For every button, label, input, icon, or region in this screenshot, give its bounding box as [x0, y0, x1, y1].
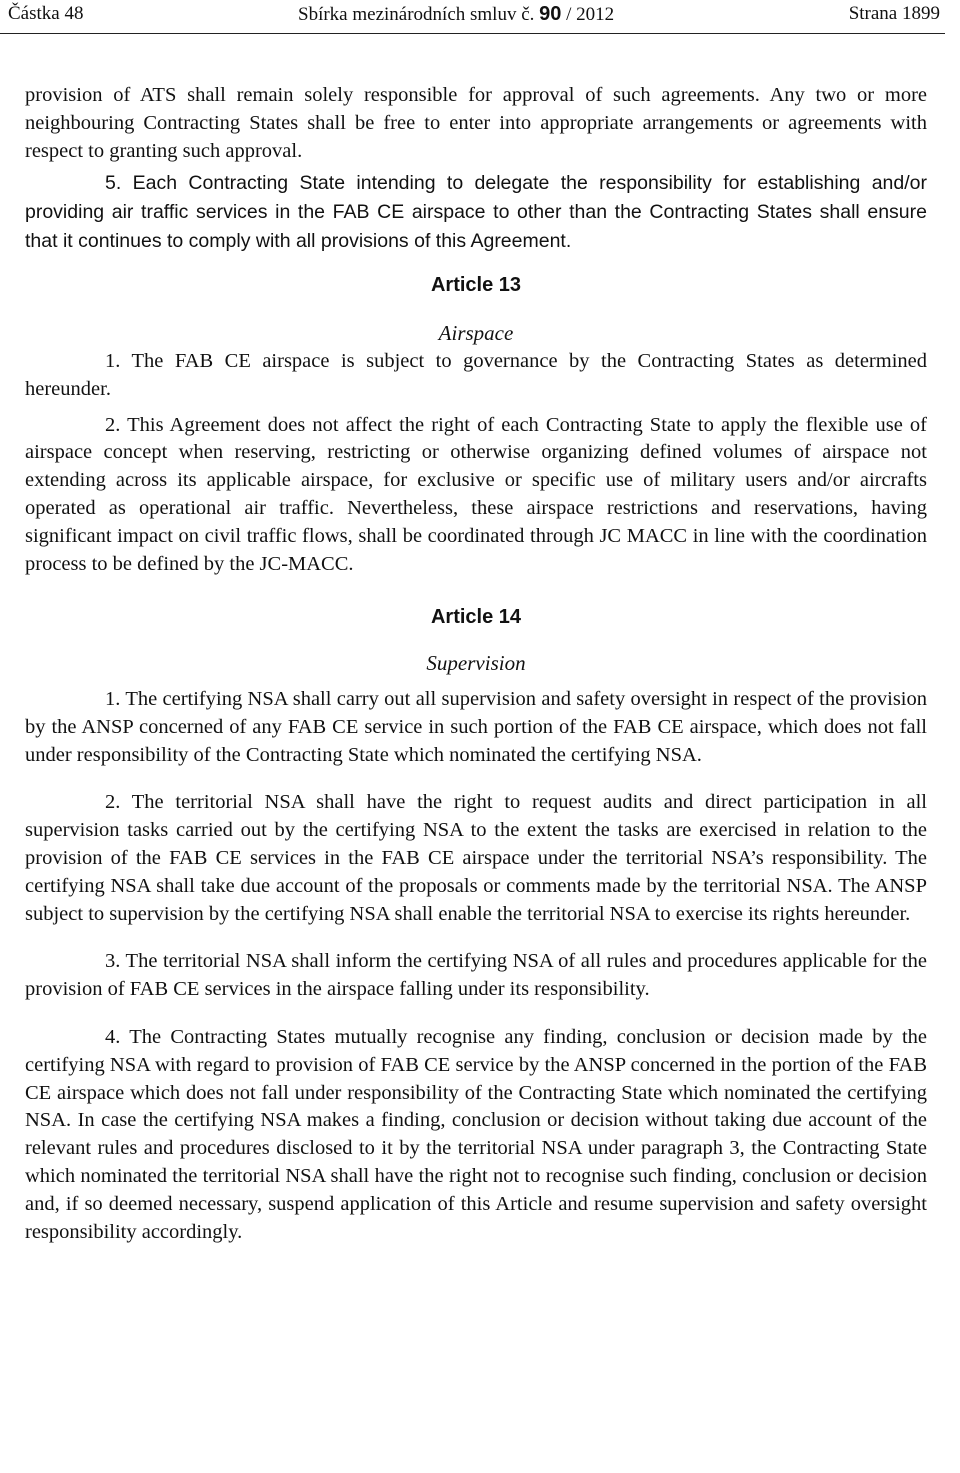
article-13-title: Article 13 — [430, 274, 522, 297]
article-13-subtitle: Airspace — [438, 321, 514, 346]
paragraph-continuation: provision of ATS shall remain solely responsible for approval of such agreements. Any two or more neighbouring Contracting States shall be free to enter into appropriate arrangements or agreements with respect to granting such approval. — [25, 84, 927, 162]
header-volume-number: 90 — [539, 3, 562, 25]
article-13-paragraph-1: 1. The FAB CE airspace is subject to governance by the Contracting States as determined hereunder. — [25, 349, 927, 400]
header-collection-title — [298, 3, 614, 26]
article-14-paragraph-2: 2. The territorial NSA shall have the right to request audits and direct participation in all supervision tasks carried out by the certifying NSA to the extent the tasks are exercised in relation to the provision of the FAB CE services in the FAB CE airspace under the territorial NSA’s responsibility. The certifying NSA shall take due account of the proposals or comments made by the territorial NSA. The ANSP subject to supervision by the certifying NSA shall enable the territorial NSA to exercise its rights hereunder. — [25, 791, 927, 925]
header-collection-name: Sbírka mezinárodních smluv č. — [298, 4, 535, 25]
article-14-paragraph-3: 3. The territorial NSA shall inform the certifying NSA of all rules and procedures applicable for the provision of FAB CE services in the airspace falling under its responsibility. — [25, 950, 927, 1001]
article-14-title: Article 14 — [430, 606, 522, 629]
article-13-paragraph-2: 2. This Agreement does not affect the right of each Contracting State to apply the flexible use of airspace concept when reserving, restricting or otherwise organizing defined volumes of airspace not extending across its applicable airspace, for exclusive or specific use of military users and/or aircrafts operated as operational air traffic. Nevertheless, these airspace restrictions and reservations, having significant impact on civil traffic flows, shall be coordinated through JC MACC in line with the coordination process to be defined by the JC-MACC. — [25, 413, 927, 575]
header-divider — [0, 33, 945, 34]
header-page-number: Strana 1899 — [848, 3, 940, 24]
header-part-number: Částka 48 — [8, 3, 84, 24]
article-14-paragraph-4: 4. The Contracting States mutually recognise any finding, conclusion or decision made by the certifying NSA with regard to provision of FAB CE service by the ANSP concerned in the portion of the FAB CE airspace which does not fall under responsibility of the Contracting State which nominated the certifying NSA. In case the certifying NSA makes a finding, conclusion or decision without taking due account of the relevant rules and procedures disclosed to it by the territorial NSA under paragraph 3, the Contracting State which nominated the territorial NSA shall have the right not to recognise such finding, conclusion or decision and, if so deemed necessary, suspend application of this Article and resume supervision and safety oversight responsibility accordingly. — [25, 1025, 927, 1243]
article-14-subtitle: Supervision — [426, 651, 526, 676]
header-year: / 2012 — [566, 4, 615, 25]
document-body — [25, 82, 927, 1246]
article-14-paragraph-1: 1. The certifying NSA shall carry out all supervision and safety oversight in respect of the provision by the ANSP concerned of any FAB CE service in such portion of the FAB CE airspace, which does not fall under responsibility of the Contracting State which nominated the certifying NSA. — [25, 687, 927, 766]
paragraph-5: 5. Each Contracting State intending to delegate the responsibility for establishing and/or providing air traffic services in the FAB CE airspace to other than the Contracting States shall ensure that it continues to comply with all provisions of this Agreement. — [25, 172, 927, 253]
page-header — [0, 0, 960, 34]
